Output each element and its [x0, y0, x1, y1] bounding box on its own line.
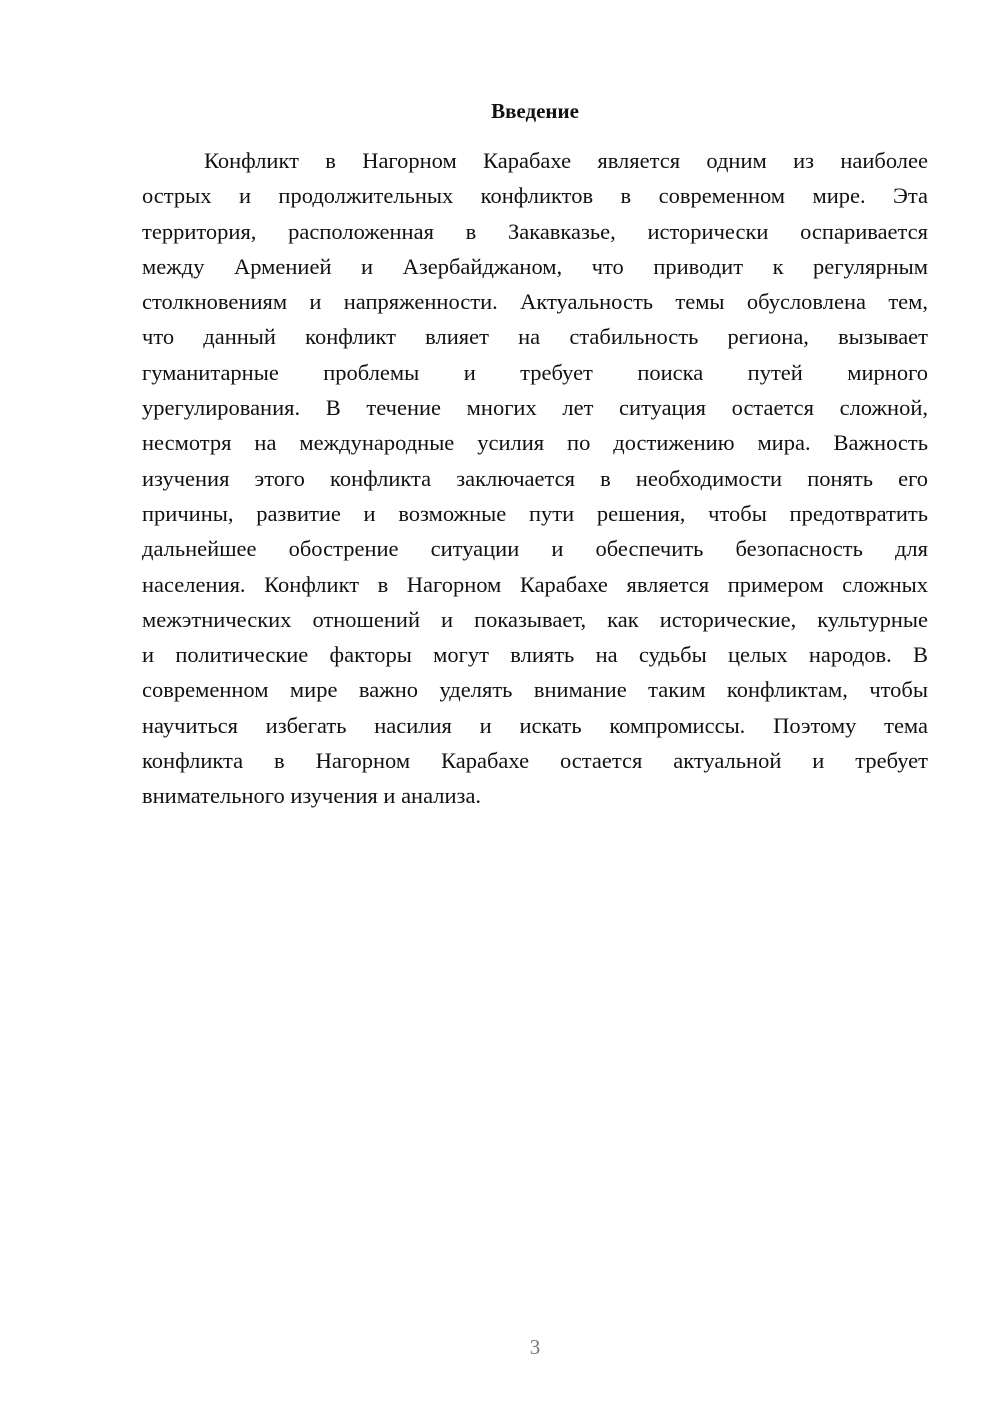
paragraph-line: острых и продолжительных конфликтов в современном мире. Эта [142, 183, 928, 209]
paragraph-line: научиться избегать насилия и искать компромиссы. Поэтому тема [142, 712, 928, 738]
paragraph-line: дальнейшее обострение ситуации и обеспечить безопасность для [142, 536, 928, 562]
paragraph-line: столкновениям и напряженности. Актуальность темы обусловлена тем, [142, 289, 928, 315]
paragraph-line: между Арменией и Азербайджаном, что приводит к регулярным [142, 253, 928, 279]
paragraph-line: урегулирования. В течение многих лет ситуация остается сложной, [142, 395, 928, 421]
section-heading: Введение [491, 99, 579, 123]
paragraph-line: несмотря на международные усилия по достижению мира. Важность [142, 430, 928, 456]
paragraph-line: что данный конфликт влияет на стабильность региона, вызывает [142, 324, 928, 350]
paragraph-line: и политические факторы могут влиять на судьбы целых народов. В [142, 642, 928, 668]
paragraph-line: современном мире важно уделять внимание таким конфликтам, чтобы [142, 677, 928, 703]
paragraph-line: населения. Конфликт в Нагорном Карабахе является примером сложных [142, 571, 928, 597]
paragraph-line: изучения этого конфликта заключается в необходимости понять его [142, 465, 928, 491]
page-number: 3 [529, 1335, 541, 1359]
paragraph-line: внимательного изучения и анализа. [142, 783, 482, 809]
introduction-paragraph [142, 143, 928, 814]
paragraph-line: гуманитарные проблемы и требует поиска путей мирного [142, 359, 928, 385]
paragraph-line: территория, расположенная в Закавказье, исторически оспаривается [142, 218, 928, 244]
paragraph-line: Конфликт в Нагорном Карабахе является одним из наиболее [204, 148, 928, 173]
paragraph-line: причины, развитие и возможные пути решения, чтобы предотвратить [142, 500, 928, 526]
paragraph-line: конфликта в Нагорном Карабахе остается актуальной и требует [142, 748, 928, 774]
paragraph-line: межэтнических отношений и показывает, как исторические, культурные [142, 606, 928, 632]
